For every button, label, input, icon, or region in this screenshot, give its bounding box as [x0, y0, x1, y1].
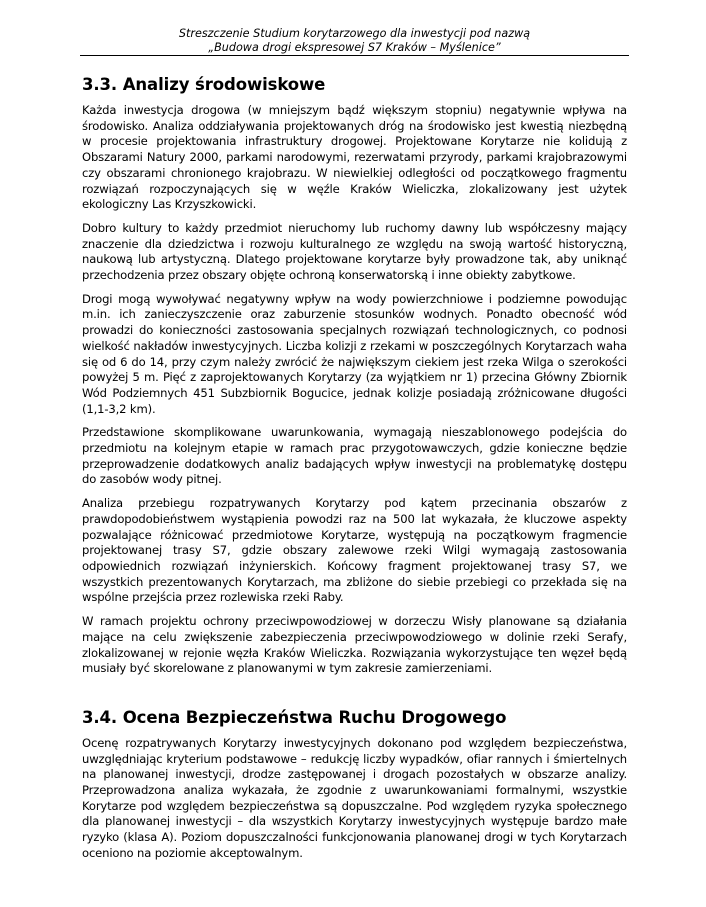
paragraph: Drogi mogą wywoływać negatywny wpływ na wody powierzchniowe i podziemne powodując m.in. ich zanieczyszczenie oraz zaburzenie stosunków wodnych. Ponadto obecność wód prowadzi do konieczności zastosowania specjalnych rozwiązań technologicznych, co podnosi wielkość nakładów inwestycyjnych. Liczba kolizji z rzekami w poszczególnych Korytarzach waha się od 6 do 14, przy czym należy zwrócić że największym ciekiem jest rzeka Wilga o szerokości powyżej 5 m. Pięć z zaprojektowanych Korytarzy (za wyjątkiem nr 1) przecina Główny Zbiornik Wód Podziemnych 451 Subzbiornik Bogucice, jednak kolizje posiadają zróżnicowane długości (1,1-3,2 km). [82, 291, 627, 416]
paragraph: Analiza przebiegu rozpatrywanych Korytarzy pod kątem przecinania obszarów z prawdopodobieństwem wystąpienia powodzi raz na 500 lat wykazała, że kluczowe aspekty pozwalające różnicować przedmiotowe Korytarze, występują na początkowym fragmencie projektowanej trasy S7, gdzie obszary zalewowe rzeki Wilgi wymagają zastosowania odpowiednich rozwiązań inżynierskich. Końcowy fragment projektowanej trasy S7, we wszystkich prezentowanych Korytarzach, ma zbliżone do siebie przebiegi co przekłada się na wspólne przejścia przez rozlewiska rzeki Raby. [82, 496, 627, 605]
running-header-line-2: „Budowa drogi ekspresowej S7 Kraków – Myślenice” [208, 41, 501, 54]
paragraph: Dobro kultury to każdy przedmiot nieruchomy lub ruchomy dawny lub współczesny mający znaczenie dla dziedzictwa i rozwoju kulturalnego ze względu na swoją wartość historyczną, naukową lub artystyczną. Dlatego projektowane korytarze były prowadzone tak, aby uniknąć przechodzenia przez obszary objęte ochroną konserwatorską i inne obiekty zabytkowe. [82, 220, 627, 283]
paragraph: W ramach projektu ochrony przeciwpowodziowej w dorzeczu Wisły planowane są działania mające na celu zwiększenie zabezpieczenia przeciwpowodziowego w dolinie rzeki Serafy, zlokalizowanej w rejonie węzła Kraków Wieliczka. Rozwiązania wykorzystujące ten węzeł będą musiały być skorelowane z planowanymi w tym zakresie zamierzeniami. [82, 614, 627, 676]
header-divider [80, 55, 629, 56]
paragraph: Ocenę rozpatrywanych Korytarzy inwestycyjnych dokonano pod względem bezpieczeństwa, uwzględniając kryterium podstawowe – redukcję liczby wypadków, ofiar rannych i śmiertelnych na planowanej inwestycji, drodze zastępowanej i drogach pozostałych w obszarze analizy. Przeprowadzona analiza wykazała, że zgodnie z uwarunkowaniami formalnymi, wszystkie Korytarze pod względem bezpieczeństwa są dopuszczalne. Pod względem ryzyka społecznego dla planowanej inwestycji – dla wszystkich Korytarzy inwestycyjnych występuje bardzo małe ryzyko (klasa A). Poziom dopuszczalności funkcjonowania planowanej drogi w tych Korytarzach oceniono na poziomie akceptowalnym. [82, 735, 627, 860]
running-header [80, 27, 629, 55]
section-environmental-analyses [82, 74, 627, 677]
section-heading: 3.4. Ocena Bezpieczeństwa Ruchu Drogowego [82, 707, 507, 727]
section-road-safety-assessment [82, 707, 627, 862]
paragraph: Przedstawione skomplikowane uwarunkowania, wymagają nieszablonowego podejścia do przedmiotu na kolejnym etapie w ramach prac przygotowawczych, gdzie konieczne będzie przeprowadzenie dodatkowych analiz badających wpływ inwestycji na problematykę dostępu do zasobów wody pitnej. [82, 425, 627, 487]
section-heading: 3.3. Analizy środowiskowe [82, 75, 326, 94]
running-header-line-1: Streszczenie Studium korytarzowego dla inwestycji pod nazwą [178, 27, 531, 40]
paragraph: Każda inwestycja drogowa (w mniejszym bądź większym stopniu) negatywnie wpływa na środowisko. Analiza oddziaływania projektowanych dróg na środowisko jest kwestią niezbędną w procesie projektowania infrastruktury drogowej. Projektowane Korytarze nie kolidują z Obszarami Natury 2000, parkami narodowymi, rezerwatami przyrody, parkami krajobrazowymi czy obszarami chronionego krajobrazu. W niewielkiej odległości od początkowego fragmentu rozwiązań rozpoczynających się w węźle Kraków Wieliczka, zlokalizowany jest użytek ekologiczny Las Krzyszkowicki. [82, 103, 627, 212]
document-body [82, 74, 627, 870]
